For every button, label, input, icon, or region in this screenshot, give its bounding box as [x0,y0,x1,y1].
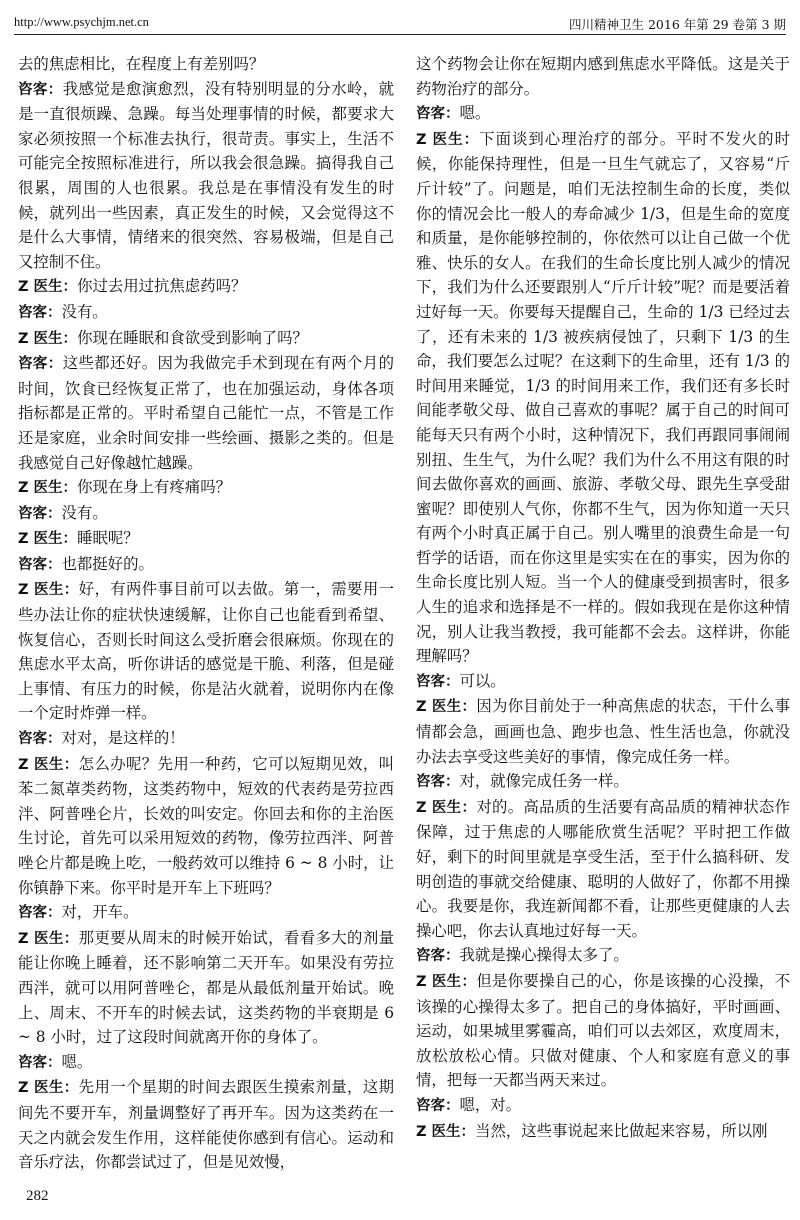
dialogue-paragraph [416,1119,790,1145]
speaker-label: 咨客： [18,505,62,522]
dialogue-paragraph [18,752,394,901]
dialogue-paragraph [18,351,394,475]
dialogue-paragraph [416,669,790,695]
dialogue-paragraph [18,526,394,552]
dialogue-paragraph [18,475,394,501]
dialogue-text: 对的。高品质的生活要有高品质的精神状态作保障，过于焦虑的人哪能欣赏生活呢？平时把工作做好，剩下的时间里就是享受生活，至于什么搞科研、发明创造的事就交给健康、聪明的人做好了，你都不用操心。我要是你，我连新闻都不看，让那些更健康的人去操心吧，你去认真地过好每一天。 [416,797,790,940]
dialogue-text: 那更要从周末的时候开始试，看看多大的剂量能让你晚上睡着，还不影响第二天开车。如果没有劳拉西泮，就可以用阿普唑仑，都是从最低剂量开始试。晚上、周末、不开车的时候去试，这类药物的半衰期是 6 ~ 8 小时，过了这段时间就离开你的身体了。 [18,928,394,1047]
dialogue-text: 先用一个星期的时间去跟医生摸索剂量，这期间先不要开车，剂量调整好了再开车。因为这类药在一天之内就会发生作用，这样能使你感到有信心。运动和音乐疗法，你都尝试过了，但是见效慢， [18,1078,394,1172]
journal-url: http://www.psychjm.net.cn [14,15,149,29]
speaker-label: Z 医生： [416,973,477,990]
page-number: 282 [26,1188,49,1204]
dialogue-text: 嗯。 [459,104,491,123]
right-column [416,52,790,1144]
speaker-label: Z 医生： [18,531,78,548]
dialogue-text: 睡眠呢？ [77,529,139,548]
dialogue-text: 可以。 [459,671,506,690]
speaker-label: Z 医生： [416,1123,476,1140]
dialogue-paragraph [18,274,394,300]
dialogue-paragraph [416,127,790,669]
dialogue-paragraph [416,101,790,127]
speaker-label: Z 医生： [18,330,78,347]
dialogue-text: 怎么办呢？先用一种药，它可以短期见效，叫苯二氮䓬类药物，这类药物中，短效的代表药是劳拉西泮、阿普唑仑片，长效的叫安定。你回去和你的主治医生讨论，首先可以采用短效的药物，像劳拉西泮、阿普唑仑片都是晚上吃，一般药效可以维持 6 ~ 8 小时，让你镇静下来。你平时是开车上下班吗？ [18,754,394,897]
speaker-label: 咨客： [18,356,63,373]
dialogue-paragraph [18,300,394,326]
dialogue-text: 这些都还好。因为我做完手术到现在有两个月的时间，饮食已经恢复正常了，也在加强运动，身体各项指标都是正常的。平时希望自己能忙一点，不管是工作还是家庭，业余时间安排一些绘画、摄影之类的。但是我感觉自己好像越忙越躁。 [18,354,394,472]
dialogue-text: 没有。 [61,503,108,522]
dialogue-paragraph [18,77,394,275]
speaker-label: 咨客： [416,774,460,791]
dialogue-text: 你现在睡眠和食欲受到影响了吗？ [77,328,308,347]
dialogue-paragraph [18,1075,394,1174]
dialogue-paragraph [18,326,394,352]
speaker-label: 咨客： [416,106,460,123]
speaker-label: Z 医生： [416,699,477,716]
dialogue-text: 对，就像完成任务一样。 [459,772,629,791]
dialogue-paragraph [18,726,394,752]
dialogue-text: 你现在身上有疼痛吗？ [77,478,231,497]
dialogue-paragraph [416,52,790,101]
dialogue-paragraph [416,969,790,1093]
dialogue-text: 对，开车。 [61,903,139,922]
running-header [14,12,786,35]
dialogue-paragraph [18,52,394,77]
speaker-label: 咨客： [18,81,63,98]
dialogue-text: 也都挺好的。 [61,554,154,573]
speaker-label: 咨客： [18,556,62,573]
speaker-label: 咨客： [416,948,460,965]
speaker-label: 咨客： [18,304,62,321]
dialogue-paragraph [416,769,790,795]
dialogue-text: 嗯，对。 [459,1095,522,1114]
dialogue-paragraph [416,943,790,969]
speaker-label: 咨客： [416,1097,460,1114]
speaker-label: Z 医生： [18,582,79,599]
dialogue-paragraph [18,926,394,1050]
dialogue-text: 你过去用过抗焦虑药吗？ [77,277,247,296]
dialogue-text: 嗯。 [61,1052,93,1071]
speaker-label: Z 医生： [18,1080,79,1097]
speaker-label: Z 医生： [18,279,78,296]
dialogue-text: 没有。 [61,302,108,321]
speaker-label: 咨客： [18,905,62,922]
dialogue-paragraph [18,552,394,578]
speaker-label: Z 医生： [18,480,78,497]
dialogue-text: 这个药物会让你在短期内感到焦虑水平降低。这是关于药物治疗的部分。 [416,55,790,98]
dialogue-paragraph [18,900,394,926]
speaker-label: 咨客： [18,731,62,748]
speaker-label: 咨客： [18,1054,62,1071]
dialogue-paragraph [416,694,790,769]
dialogue-text: 我感觉是愈演愈烈，没有特别明显的分水岭，就是一直很烦躁、急躁。每当处理事情的时候，都要求大家必须按照一个标准去执行，很苛责。事实上，生活不可能完全按照标准进行，所以我会很急躁。搞得我自己很累，周围的人也很累。我总是在事情没有发生的时候，就列出一些因素，真正发生的时候，又会觉得这不是什么大事情，情绪来的很突然、容易极端，但是自己又控制不住。 [18,79,394,271]
dialogue-paragraph [18,1050,394,1076]
speaker-label: 咨客： [416,673,460,690]
dialogue-paragraph [18,577,394,726]
dialogue-text: 对对，是这样的！ [61,729,185,748]
dialogue-paragraph [416,1093,790,1119]
dialogue-paragraph [416,795,790,944]
speaker-label: Z 医生： [416,799,477,816]
speaker-label: Z 医生： [416,131,480,148]
dialogue-text: 当然，这些事说起来比做起来容易，所以刚 [475,1121,768,1140]
dialogue-text: 好，有两件事目前可以去做。第一，需要用一些办法让你的症状快速缓解，让你自己也能看到希望、恢复信心，否则长时间这么受折磨会很麻烦。你现在的焦虑水平太高，听你讲话的感觉是干脆、利落，但是碰上事情、有压力的时候，你是沾火就着，说明你内在像一个定时炸弹一样。 [18,580,394,723]
speaker-label: Z 医生： [18,930,79,947]
dialogue-text: 去的焦虑相比，在程度上有差别吗？ [18,55,265,73]
dialogue-text: 但是你要操自己的心，你是该操的心没操，不该操的心操得太多了。把自己的身体搞好，平时画画、运动，如果城里雾霾高，咱们可以去郊区，欢度周末，放松放松心情。只做对健康、个人和家庭有意义的事情，把每一天都当两天来过。 [416,971,790,1090]
dialogue-text: 因为你目前处于一种高焦虑的状态，干什么事情都会急，画画也急、跑步也急、性生活也急，你就没办法去享受这些美好的事情，像完成任务一样。 [416,697,790,766]
left-column [18,52,394,1175]
dialogue-text: 我就是操心操得太多了。 [459,946,629,965]
speaker-label: Z 医生： [18,756,79,773]
journal-issue: 四川精神卫生 2016 年第 29 卷第 3 期 [568,17,786,32]
dialogue-paragraph [18,501,394,527]
dialogue-text: 下面谈到心理治疗的部分。平时不发火的时候，你能保持理性，但是一旦生气就忘了，又容易“斤斤计较”了。问题是，咱们无法控制生命的长度，类似你的情况会比一般人的寿命减少 1/3，但是生命的宽度和质量，是你能够控制的，你依然可以让自己做一个优雅、快乐的女人。在我们的生命长度比别人减少的情况下，我们为什么还要跟别人“斤斤计较”呢？而是要活着过好每一天。你要每天提醒自己，生命的 1/3 已经过去了，还有未来的 1/3 被疾病侵蚀了，只剩下 1/3 的生命，我们要怎么过呢？在这剩下的生命里，还有 1/3 的时间用来睡觉，1/3 的时间用来工作，我们还有多长时间能孝敬父母、做自己喜欢的事呢？属于自己的时间可能每天只有两个小时，这种情况下，我们再跟同事闹闹别扭、生生气，为什么呢？我们为什么不用这有限的时间去做你喜欢的画画、旅游、孝敬父母、跟先生享受甜蜜呢？即使别人气你，你都不生气，因为你知道一天只有两个小时真正属于自己。别人嘴里的浪费生命是一句哲学的话语，而在你这里是实实在在的事实，因为你的生命长度比别人短。当一个人的健康受到损害时，很多人生的追求和选择是不一样的。假如我现在是你这种情况，别人让我当教授，我可能都不会去。这样讲，你能理解吗？ [416,129,790,666]
